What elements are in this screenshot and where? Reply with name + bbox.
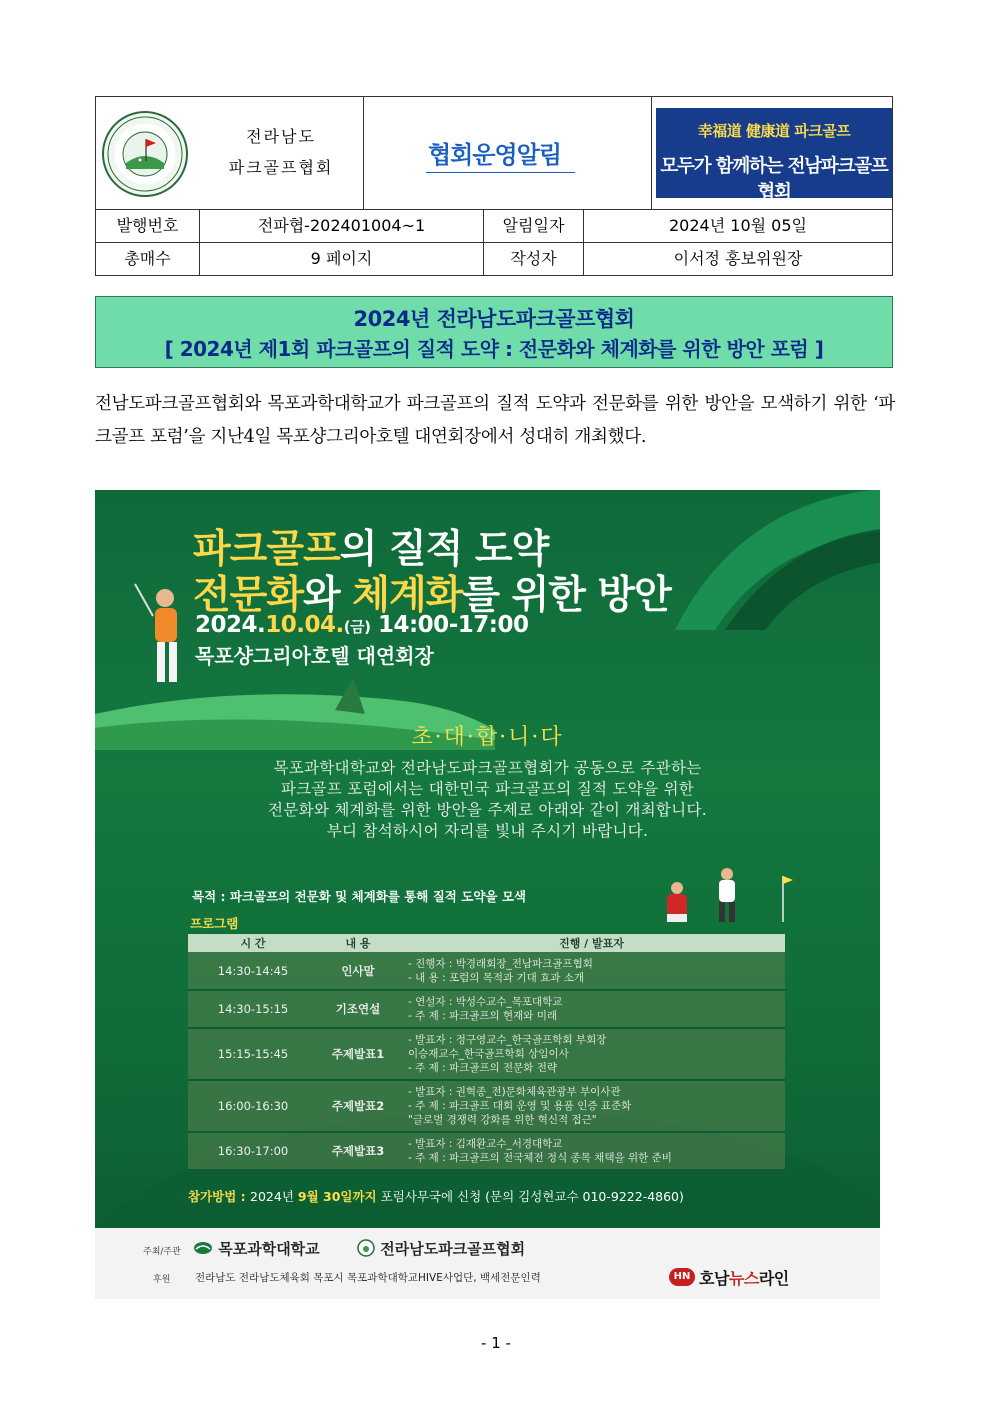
apply-year: 2024년 <box>250 1189 298 1204</box>
detail-line: - 주 제 : 파크골프의 현재와 미래 <box>408 1010 558 1022</box>
row-time: 16:00-16:30 <box>188 1080 318 1132</box>
row-item: 주제발표1 <box>318 1028 398 1080</box>
org-name <box>206 121 356 183</box>
detail-line: 이승재교수_한국골프학회 상임이사 <box>408 1048 569 1060</box>
row-details <box>398 990 785 1028</box>
table-row <box>188 990 785 1028</box>
poster-invite-paragraph <box>115 758 860 842</box>
banner-line2: 모두가 함께하는 전남파크골프협회 <box>660 156 888 203</box>
invite-line-2: 파크골프 포럼에서는 대한민국 파크골프의 질적 도약을 위한 <box>280 780 695 798</box>
pages-label: 총매수 <box>96 243 200 276</box>
detail-line: - 주 제 : 파크골프 대회 운영 및 용품 인증 표준화 <box>408 1100 632 1112</box>
program-table-header <box>188 934 785 952</box>
host2-name: 전라남도파크골프협회 <box>380 1240 526 1258</box>
headline-leap: 질적 도약 <box>388 527 549 572</box>
row-time: 15:15-15:45 <box>188 1028 318 1080</box>
association-logo-icon <box>102 111 188 197</box>
sponsor-label: 후원 <box>153 1275 171 1285</box>
col-item-header: 내 용 <box>318 934 398 952</box>
headline-systematization: 체계화 <box>352 573 463 618</box>
players-illustration-icon <box>655 866 795 926</box>
detail-line: - 내 용 : 포럼의 목적과 기대 효과 소개 <box>408 971 585 984</box>
col-presenter-header: 진행 / 발표자 <box>398 934 785 952</box>
article-title-line1: 2024년 전라남도파크골프협회 <box>353 307 635 331</box>
title-cell <box>364 97 652 209</box>
poster-venue: 목포샹그리아호텔 대연회장 <box>195 644 434 668</box>
program-table <box>188 934 785 1171</box>
news-part1: 호남 <box>699 1269 729 1288</box>
host-jeonnam-parkgolf <box>357 1238 525 1261</box>
news-badge: HN <box>669 1268 695 1286</box>
slogan-banner <box>656 108 892 203</box>
headline-of: 의 <box>339 527 389 572</box>
headline-specialization: 전문화 <box>193 573 304 618</box>
row-item: 주제발표3 <box>318 1132 398 1170</box>
date-time: 14:00-17:00 <box>370 612 529 638</box>
invite-line-4: 부디 참석하시어 자리를 빛내 주시기 바랍니다. <box>326 822 649 840</box>
swoosh-decoration-icon <box>635 490 880 630</box>
detail-line: - 발표자 : 김재환교수_서경대학교 <box>408 1138 563 1150</box>
banner-line1: 幸福道 健康道 파크골프 <box>697 122 851 140</box>
detail-line: - 주 제 : 파크골프의 전문화 전략 <box>408 1062 558 1074</box>
association-emblem-icon <box>357 1239 375 1261</box>
row-time: 14:30-15:15 <box>188 990 318 1028</box>
author-value: 이서정 홍보위원장 <box>673 249 803 268</box>
table-row <box>188 1028 785 1080</box>
row-time: 16:30-17:00 <box>188 1132 318 1170</box>
university-emblem-icon <box>193 1241 213 1259</box>
detail-line: - 연설자 : 박성수교수_목포대학교 <box>408 996 563 1008</box>
headline-for-plan: 를 위한 방안 <box>462 573 671 618</box>
article-title-line2: [ 2024년 제1회 파크골프의 질적 도약 : 전문화와 체계화를 위한 방안 포럼 ] <box>164 337 824 361</box>
poster-purpose: 목적 : 파크골프의 전문화 및 체계화를 통해 질적 도약을 모색 <box>192 889 526 904</box>
row-details <box>398 952 785 990</box>
org-name-line1: 전라남도 <box>246 127 316 146</box>
poster-footer <box>95 1228 880 1299</box>
row-item: 기조연설 <box>318 990 398 1028</box>
program-label: 프로그램 <box>190 916 239 931</box>
apply-rest: 포럼사무국에 신청 (문의 김성현교수 010-9222-4860) <box>376 1189 684 1204</box>
article-title-box <box>95 296 893 368</box>
meta-row-2 <box>96 243 892 276</box>
header-top-row <box>96 97 892 210</box>
detail-line: - 진행자 : 박경래회장_전남파크골프협회 <box>408 957 593 970</box>
author-label: 작성자 <box>484 243 584 276</box>
date-year: 2024. <box>195 612 266 638</box>
issue-no-label: 발행번호 <box>96 210 200 242</box>
document-header <box>95 96 893 276</box>
row-item: 인사말 <box>318 952 398 990</box>
poster-apply-info <box>188 1187 684 1205</box>
news-name <box>699 1266 789 1289</box>
row-time: 14:30-14:45 <box>188 952 318 990</box>
invite-line-1: 목포과학대학교와 전라남도파크골프협회가 공동으로 주관하는 <box>273 759 702 777</box>
row-details <box>398 1028 785 1080</box>
detail-line: "글로벌 경쟁력 강화를 위한 혁신적 접근" <box>408 1114 597 1126</box>
host-label: 주최/주관 <box>143 1247 181 1257</box>
table-row <box>188 952 785 990</box>
apply-label: 참가방법 : <box>188 1189 251 1204</box>
org-cell <box>96 97 364 209</box>
invite-line-3: 전문화와 체계화를 위한 방안을 주제로 아래와 같이 개최합니다. <box>268 801 707 819</box>
poster-invite-heading: 초·대·합·니·다 <box>411 725 564 750</box>
detail-line: - 발표자 : 권혁종_전)문화체육관광부 부이사관 <box>408 1086 621 1098</box>
golfer-illustration-icon <box>123 576 203 706</box>
date-weekday: (금) <box>343 618 371 636</box>
table-row <box>188 1132 785 1170</box>
pages-value: 9 페이지 <box>200 243 484 276</box>
row-details <box>398 1080 785 1132</box>
apply-deadline: 9월 30일까지 <box>297 1189 377 1204</box>
table-row <box>188 1080 785 1132</box>
poster-date <box>195 612 528 638</box>
host-mokpo-science-univ <box>193 1238 320 1259</box>
doc-title: 협회운영알림 <box>426 135 575 173</box>
org-name-line2: 파크골프협회 <box>228 158 334 177</box>
detail-line: - 발표자 : 정구영교수_한국골프학회 부회장 <box>408 1034 607 1046</box>
headline-and: 와 <box>303 573 353 618</box>
news-part2: 뉴스 <box>728 1269 759 1288</box>
news-part3: 라인 <box>758 1269 789 1288</box>
detail-line: - 주 제 : 파크골프의 전국체전 정식 종목 채택을 위한 준비 <box>408 1152 672 1164</box>
host1-name: 목포과학대학교 <box>218 1240 320 1258</box>
issue-no-value: 전파협-202401004~1 <box>200 210 484 242</box>
notice-date-value: 2024년 10월 05일 <box>669 216 807 235</box>
page-number: - 1 - <box>481 1334 511 1352</box>
meta-row-1 <box>96 210 892 243</box>
headline-park-golf: 파크골프 <box>193 527 340 572</box>
date-monthday: 10.04. <box>265 612 344 638</box>
article-body: 전남도파크골프협회와 목포과학대학교가 파크골프의 질적 도약과 전문화를 위한 방안을 모색하기 위한 ‘파크골프 포럼’을 지난4일 목포샹그리아호텔 대연회장에서 성대히 개최했다. <box>95 394 895 447</box>
row-details <box>398 1132 785 1170</box>
notice-date-label: 알림일자 <box>484 210 584 242</box>
row-item: 주제발표2 <box>318 1080 398 1132</box>
event-poster <box>95 490 880 1299</box>
honam-newsline-watermark <box>669 1266 833 1288</box>
sponsor-list: 전라남도 전라남도체육회 목포시 목포과학대학교HIVE사업단, 백세전문인력 <box>195 1272 541 1284</box>
col-time-header: 시 간 <box>188 934 318 952</box>
